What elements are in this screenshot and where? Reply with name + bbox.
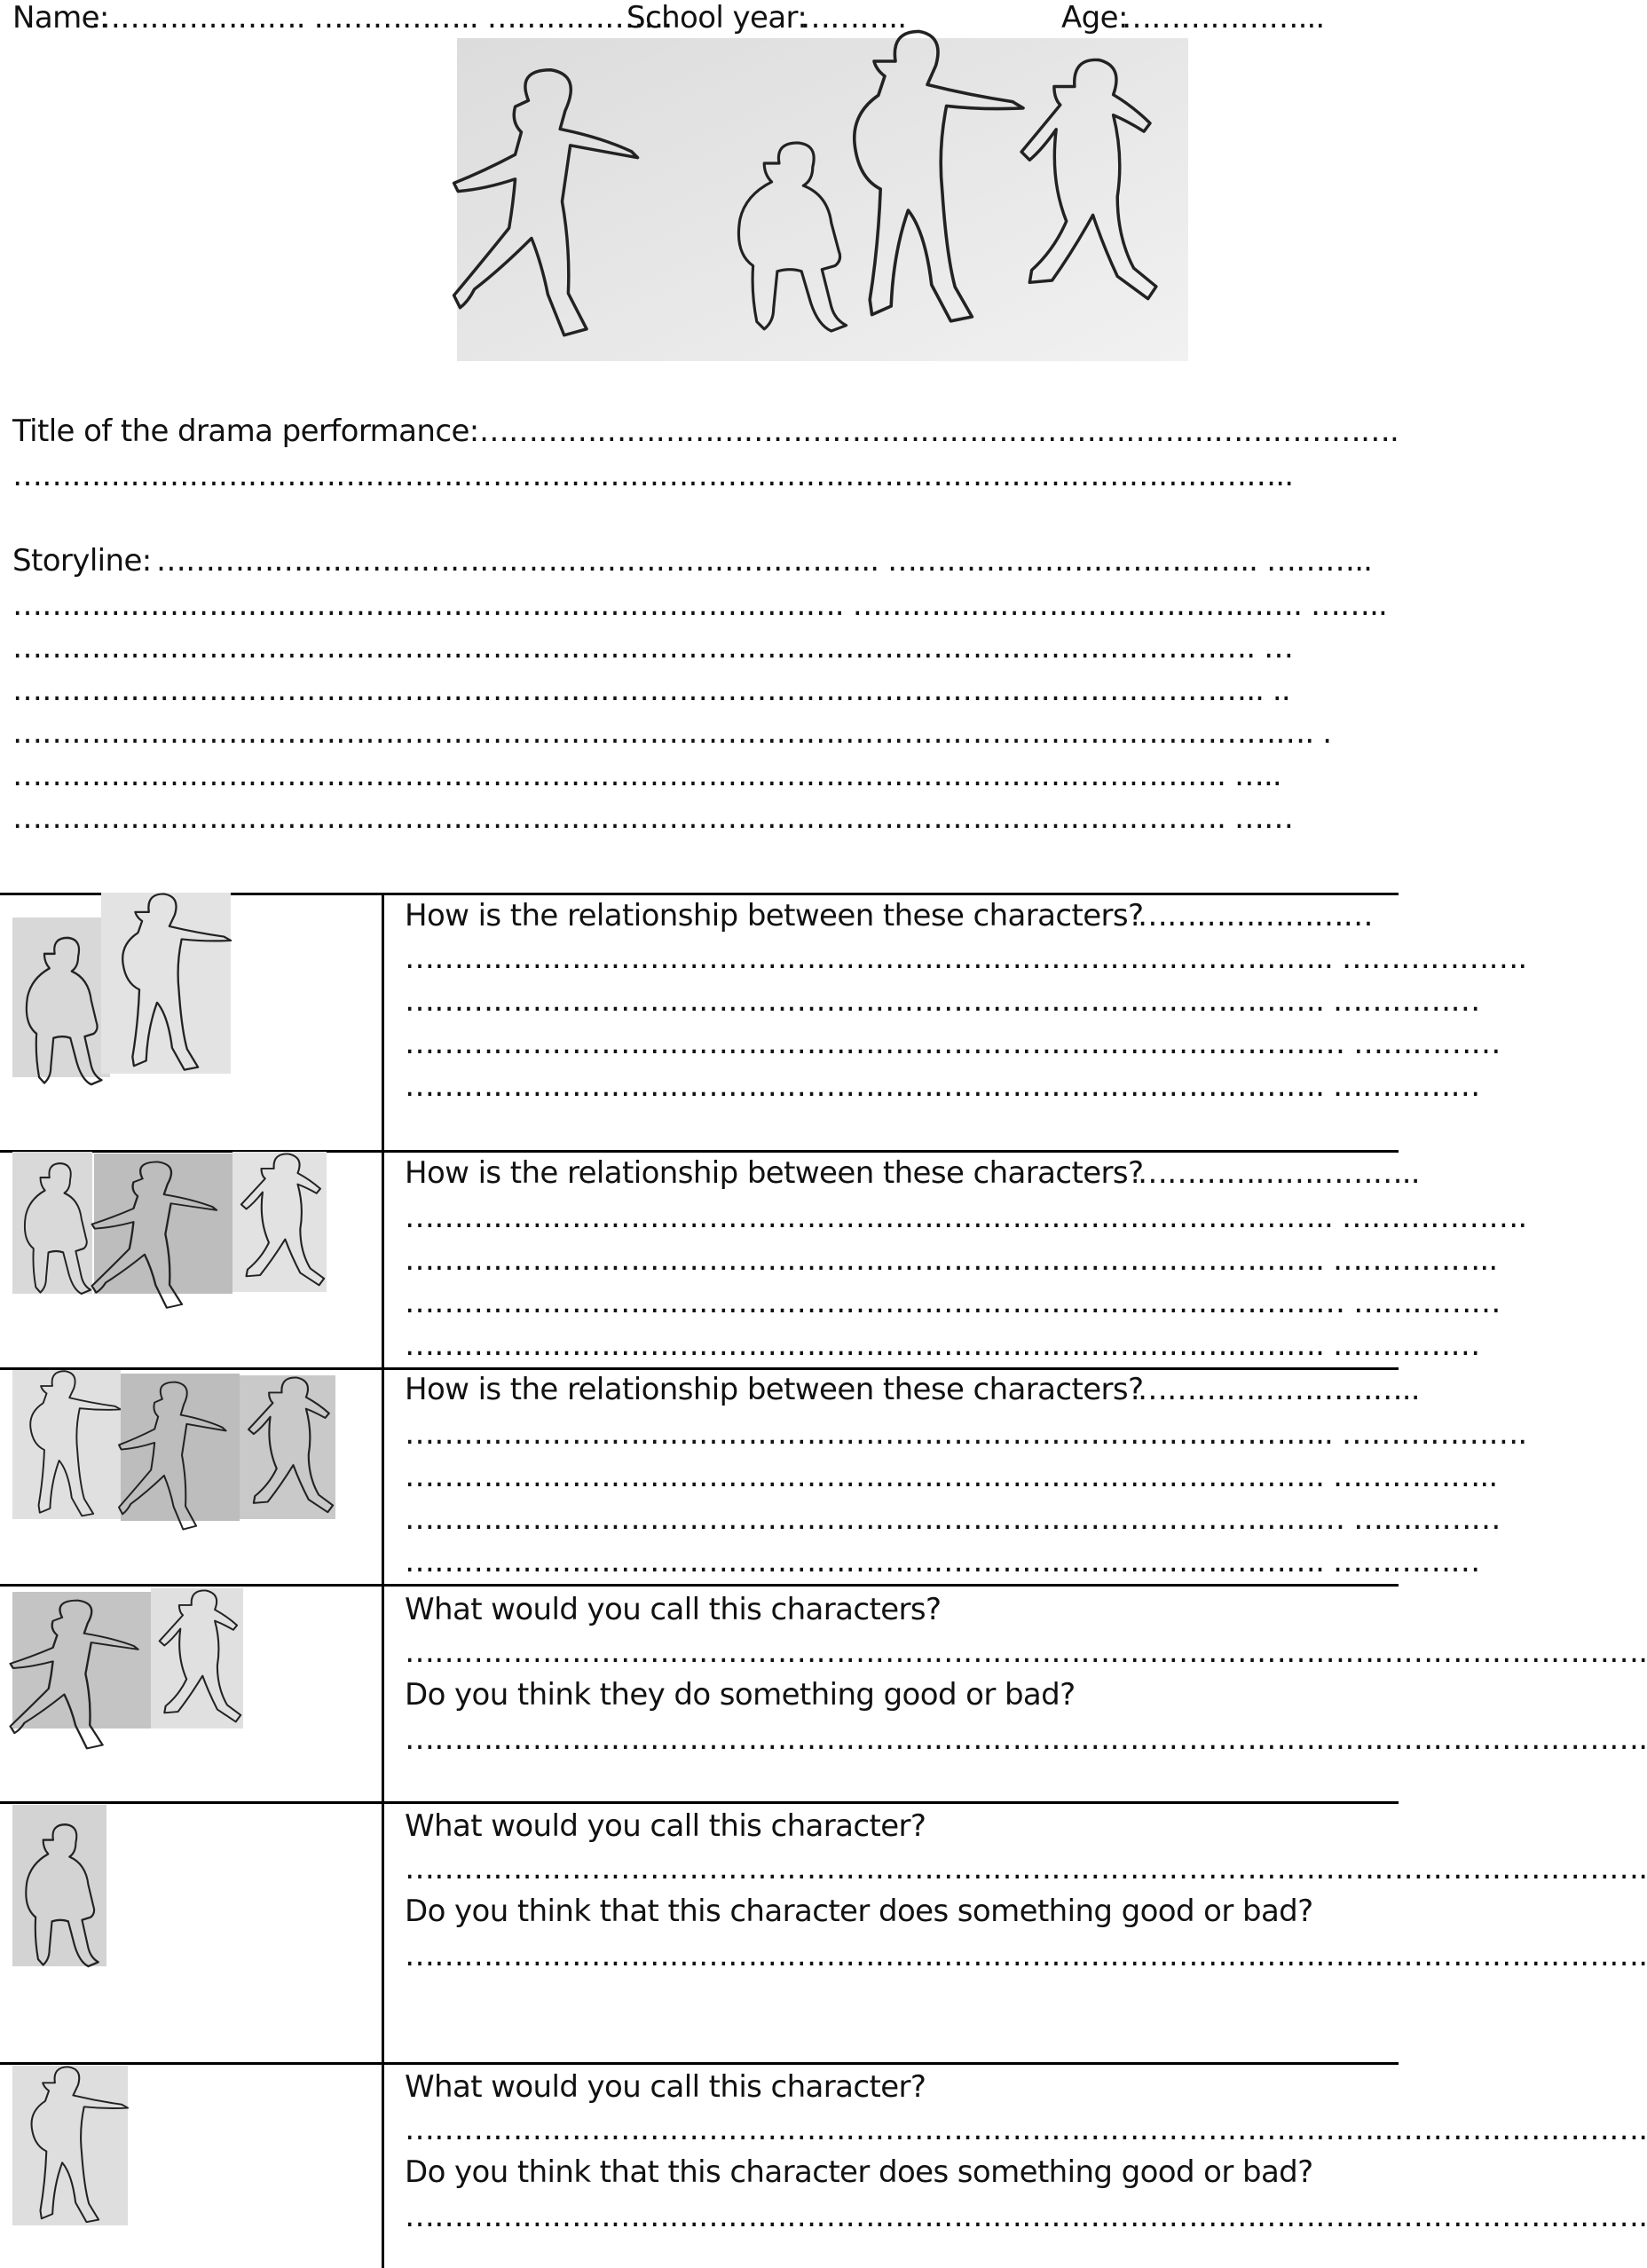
section-6-answer-good-bad[interactable]: ………………………………………………………………………………………………………………. bbox=[405, 2199, 1647, 2234]
storyline-line[interactable]: ……………………………………………………………………………………………………………….. .. bbox=[12, 673, 1290, 708]
section-2-question: How is the relationship between these characters? bbox=[405, 1155, 1144, 1191]
section-3-answer-line[interactable]: ………………………………………………………………………………….. ………………. bbox=[405, 1416, 1527, 1452]
section-divider bbox=[0, 2062, 1399, 2065]
thumbnail-crouch bbox=[12, 1152, 92, 1294]
thumbnail-crouch bbox=[12, 1805, 106, 1966]
section-5-answer-good-bad[interactable]: ………………………………………………………………………………………………………………. bbox=[405, 1938, 1647, 1973]
drama-title-field[interactable]: …………………………………………………………………………………. bbox=[470, 413, 1399, 449]
thumbnail-crouch bbox=[12, 917, 110, 1077]
section-3-answer-line[interactable]: …………………………………………………………………………………… …………… bbox=[405, 1501, 1501, 1537]
section-3-answer-line[interactable]: …………………………………………………………………………………. …………….. bbox=[405, 1459, 1498, 1494]
thumbnail-pointer bbox=[12, 1370, 121, 1519]
storyline-field[interactable]: ……………………………………………………………….. ……………………………….. ……….. bbox=[147, 543, 1373, 579]
section-2-answer-line[interactable]: …………………………………………………………………………………… …………… bbox=[405, 1285, 1501, 1320]
age-field[interactable]: ………………... bbox=[1122, 0, 1325, 35]
age-label: Age: bbox=[1061, 0, 1128, 35]
storyline-line[interactable]: …………………………………………………………………………. ………………………………………. …….. bbox=[12, 587, 1387, 623]
storyline-line[interactable]: ……………………………………………………………………………………………………………. ….. bbox=[12, 758, 1281, 793]
section-4-answer-name[interactable]: ………………………………………………………………………………………………………………. bbox=[405, 1634, 1647, 1670]
characters-photo bbox=[457, 38, 1188, 361]
section-divider bbox=[0, 1584, 1399, 1587]
storyline-line[interactable]: ………………………………………………………………………………………………………………. … bbox=[12, 630, 1294, 665]
section-3-answer-line[interactable]: …………………………………………………………………………………. …………… bbox=[405, 1544, 1480, 1579]
section-1-answer[interactable]: …………………… bbox=[1129, 898, 1373, 933]
section-divider bbox=[0, 1367, 1399, 1370]
school-year-field[interactable]: ……….. bbox=[800, 0, 907, 35]
school-year-label: School year: bbox=[626, 0, 808, 35]
section-5-question-good-bad: Do you think that this character does something good or bad? bbox=[405, 1894, 1313, 1929]
section-divider bbox=[0, 1801, 1399, 1804]
storyline-label: Storyline: bbox=[12, 543, 152, 579]
storyline-line[interactable]: ……………………………………………………………………………………………………………. …… bbox=[12, 800, 1294, 836]
section-3-question: How is the relationship between these characters? bbox=[405, 1372, 1144, 1407]
section-4-answer-good-bad[interactable]: ………………………………………………………………………………………………………………. bbox=[405, 1721, 1647, 1757]
name-field[interactable]: …………………. …………….. ………………. bbox=[91, 0, 673, 35]
section-6-question-name: What would you call this character? bbox=[405, 2069, 926, 2105]
section-2-answer[interactable]: ……………………….. bbox=[1129, 1155, 1420, 1191]
section-divider bbox=[0, 1150, 1399, 1153]
thumbnail-runner bbox=[121, 1374, 240, 1521]
thumbnail-pointer bbox=[12, 2066, 128, 2225]
thumbnail-runner bbox=[94, 1154, 232, 1294]
section-5-answer-name[interactable]: ………………………………………………………………………………………………………………. bbox=[405, 1851, 1647, 1886]
section-2-answer-line[interactable]: …………………………………………………………………………………. …………….. bbox=[405, 1242, 1498, 1278]
thumbnail-runner bbox=[12, 1592, 154, 1729]
section-1-answer-line[interactable]: ………………………………………………………………………………….. ………………. bbox=[405, 941, 1527, 976]
thumbnail-pointer bbox=[101, 893, 231, 1074]
drama-title-field-line2[interactable]: ………………………………………………………………………………………………………………….. bbox=[12, 458, 1294, 493]
section-2-answer-line[interactable]: …………………………………………………………………………………. …………… bbox=[405, 1327, 1480, 1363]
section-5-question-name: What would you call this character? bbox=[405, 1808, 926, 1844]
section-4-question-good-bad: Do you think they do something good or bad? bbox=[405, 1677, 1076, 1713]
storyline-line[interactable]: ……………………………………………………………………………………………………………………. . bbox=[12, 715, 1332, 751]
section-6-question-good-bad: Do you think that this character does something good or bad? bbox=[405, 2154, 1313, 2190]
drama-title-label: Title of the drama performance: bbox=[12, 413, 479, 449]
thumbnail-walker bbox=[151, 1588, 243, 1729]
thumbnail-walker bbox=[240, 1375, 335, 1519]
section-4-question-name: What would you call this characters? bbox=[405, 1592, 942, 1627]
section-2-answer-line[interactable]: ………………………………………………………………………………….. ………………. bbox=[405, 1200, 1527, 1235]
section-6-answer-name[interactable]: ………………………………………………………………………………………………………………. bbox=[405, 2112, 1647, 2147]
section-1-answer-line[interactable]: …………………………………………………………………………………… …………… bbox=[405, 1026, 1501, 1061]
section-1-answer-line[interactable]: …………………………………………………………………………………. …………… bbox=[405, 1068, 1480, 1104]
name-label: Name: bbox=[12, 0, 109, 35]
section-3-answer[interactable]: ……………………….. bbox=[1129, 1372, 1420, 1407]
thumbnail-walker bbox=[232, 1152, 327, 1292]
section-1-answer-line[interactable]: …………………………………………………………………………………. …………… bbox=[405, 983, 1480, 1019]
section-1-question: How is the relationship between these characters? bbox=[405, 898, 1144, 933]
